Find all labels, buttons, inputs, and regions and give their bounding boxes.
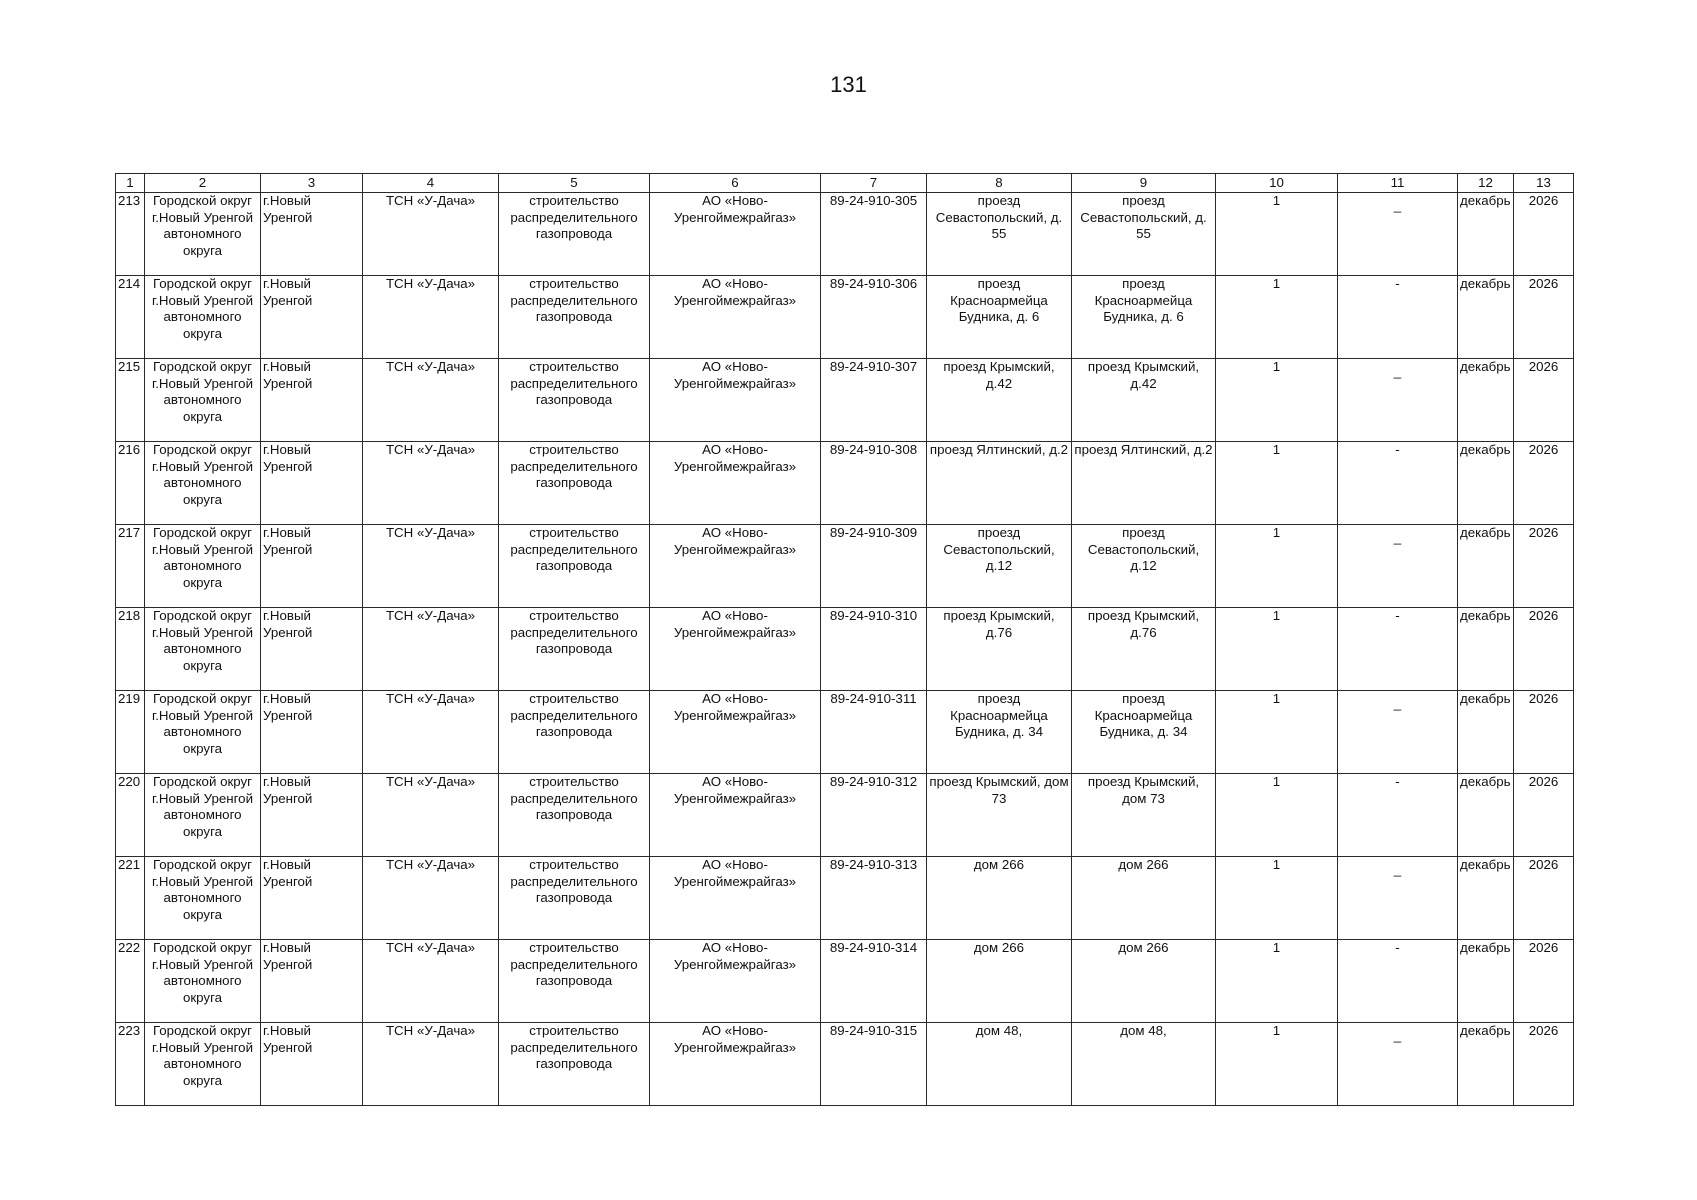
quantity-cell: 1: [1216, 193, 1338, 276]
month-cell: декабрь: [1458, 774, 1514, 857]
locality-cell: г.Новый Уренгой: [261, 525, 363, 608]
column-header-5: 5: [499, 174, 650, 193]
year-cell: 2026: [1514, 608, 1574, 691]
dash-cell: [1338, 691, 1458, 774]
applicant-cell: ТСН «У-Дача»: [363, 359, 499, 442]
applicant-cell: ТСН «У-Дача»: [363, 774, 499, 857]
month-cell: декабрь: [1458, 1023, 1514, 1106]
dash-mark: _: [1393, 696, 1402, 711]
column-header-10: 10: [1216, 174, 1338, 193]
column-header-4: 4: [363, 174, 499, 193]
month-cell: декабрь: [1458, 691, 1514, 774]
district-cell: Городской округ г.Новый Уренгой автономного округа: [145, 359, 261, 442]
locality-cell: г.Новый Уренгой: [261, 691, 363, 774]
table-row: [116, 442, 1574, 525]
organization-cell: АО «Ново-Уренгоймежрайгаз»: [650, 276, 821, 359]
applicant-cell: ТСН «У-Дача»: [363, 525, 499, 608]
organization-cell: АО «Ново-Уренгоймежрайгаз»: [650, 691, 821, 774]
address-cell: проезд Красноармейца Будника, д. 34: [927, 691, 1072, 774]
quantity-cell: 1: [1216, 276, 1338, 359]
dash-mark: _: [1393, 198, 1402, 213]
address-cell: проезд Крымский, дом 73: [927, 774, 1072, 857]
organization-cell: АО «Ново-Уренгоймежрайгаз»: [650, 608, 821, 691]
table-body: [116, 193, 1574, 1106]
address-duplicate-cell: проезд Севастопольский, д. 55: [1072, 193, 1216, 276]
code-cell: 89-24-910-310: [821, 608, 927, 691]
address-cell: дом 266: [927, 857, 1072, 940]
address-duplicate-cell: дом 48,: [1072, 1023, 1216, 1106]
district-cell: Городской округ г.Новый Уренгой автономного округа: [145, 940, 261, 1023]
work-type-cell: строительство распределительного газопровода: [499, 193, 650, 276]
column-header-3: 3: [261, 174, 363, 193]
district-cell: Городской округ г.Новый Уренгой автономного округа: [145, 691, 261, 774]
row-number: 220: [116, 774, 145, 857]
dash-cell: [1338, 276, 1458, 359]
column-header-6: 6: [650, 174, 821, 193]
address-duplicate-cell: дом 266: [1072, 940, 1216, 1023]
quantity-cell: 1: [1216, 774, 1338, 857]
column-number-row: [116, 174, 1574, 193]
register-table: [115, 173, 1574, 1106]
quantity-cell: 1: [1216, 1023, 1338, 1106]
work-type-cell: строительство распределительного газопровода: [499, 774, 650, 857]
year-cell: 2026: [1514, 442, 1574, 525]
table-row: [116, 193, 1574, 276]
work-type-cell: строительство распределительного газопровода: [499, 608, 650, 691]
district-cell: Городской округ г.Новый Уренгой автономного округа: [145, 1023, 261, 1106]
address-cell: дом 266: [927, 940, 1072, 1023]
district-cell: Городской округ г.Новый Уренгой автономного округа: [145, 525, 261, 608]
dash-cell: [1338, 193, 1458, 276]
table-row: [116, 525, 1574, 608]
organization-cell: АО «Ново-Уренгоймежрайгаз»: [650, 442, 821, 525]
year-cell: 2026: [1514, 193, 1574, 276]
code-cell: 89-24-910-306: [821, 276, 927, 359]
work-type-cell: строительство распределительного газопровода: [499, 442, 650, 525]
district-cell: Городской округ г.Новый Уренгой автономного округа: [145, 193, 261, 276]
year-cell: 2026: [1514, 525, 1574, 608]
address-duplicate-cell: проезд Крымский, д.42: [1072, 359, 1216, 442]
column-header-2: 2: [145, 174, 261, 193]
dash-cell: [1338, 525, 1458, 608]
address-duplicate-cell: проезд Красноармейца Будника, д. 34: [1072, 691, 1216, 774]
district-cell: Городской округ г.Новый Уренгой автономного округа: [145, 774, 261, 857]
quantity-cell: 1: [1216, 857, 1338, 940]
row-number: 218: [116, 608, 145, 691]
month-cell: декабрь: [1458, 359, 1514, 442]
month-cell: декабрь: [1458, 940, 1514, 1023]
work-type-cell: строительство распределительного газопровода: [499, 359, 650, 442]
year-cell: 2026: [1514, 940, 1574, 1023]
page-number: 131: [830, 72, 867, 97]
district-cell: Городской округ г.Новый Уренгой автономного округа: [145, 442, 261, 525]
applicant-cell: ТСН «У-Дача»: [363, 1023, 499, 1106]
year-cell: 2026: [1514, 774, 1574, 857]
table-row: [116, 276, 1574, 359]
applicant-cell: ТСН «У-Дача»: [363, 857, 499, 940]
dash-mark: -: [1395, 608, 1400, 623]
code-cell: 89-24-910-311: [821, 691, 927, 774]
quantity-cell: 1: [1216, 940, 1338, 1023]
table-row: [116, 608, 1574, 691]
address-duplicate-cell: проезд Севастопольский, д.12: [1072, 525, 1216, 608]
applicant-cell: ТСН «У-Дача»: [363, 276, 499, 359]
code-cell: 89-24-910-308: [821, 442, 927, 525]
code-cell: 89-24-910-305: [821, 193, 927, 276]
applicant-cell: ТСН «У-Дача»: [363, 691, 499, 774]
dash-cell: [1338, 442, 1458, 525]
table-row: [116, 857, 1574, 940]
address-duplicate-cell: проезд Крымский, д.76: [1072, 608, 1216, 691]
row-number: 214: [116, 276, 145, 359]
column-header-13: 13: [1514, 174, 1574, 193]
code-cell: 89-24-910-309: [821, 525, 927, 608]
district-cell: Городской округ г.Новый Уренгой автономного округа: [145, 608, 261, 691]
locality-cell: г.Новый Уренгой: [261, 608, 363, 691]
district-cell: Городской округ г.Новый Уренгой автономного округа: [145, 276, 261, 359]
quantity-cell: 1: [1216, 608, 1338, 691]
applicant-cell: ТСН «У-Дача»: [363, 193, 499, 276]
dash-cell: [1338, 359, 1458, 442]
column-header-1: 1: [116, 174, 145, 193]
work-type-cell: строительство распределительного газопровода: [499, 857, 650, 940]
organization-cell: АО «Ново-Уренгоймежрайгаз»: [650, 193, 821, 276]
code-cell: 89-24-910-307: [821, 359, 927, 442]
year-cell: 2026: [1514, 691, 1574, 774]
work-type-cell: строительство распределительного газопровода: [499, 276, 650, 359]
row-number: 215: [116, 359, 145, 442]
month-cell: декабрь: [1458, 442, 1514, 525]
column-header-11: 11: [1338, 174, 1458, 193]
dash-cell: [1338, 1023, 1458, 1106]
row-number: 213: [116, 193, 145, 276]
dash-mark: _: [1393, 364, 1402, 379]
table-row: [116, 359, 1574, 442]
quantity-cell: 1: [1216, 525, 1338, 608]
code-cell: 89-24-910-315: [821, 1023, 927, 1106]
column-header-7: 7: [821, 174, 927, 193]
locality-cell: г.Новый Уренгой: [261, 193, 363, 276]
row-number: 217: [116, 525, 145, 608]
address-duplicate-cell: дом 266: [1072, 857, 1216, 940]
table-row: [116, 1023, 1574, 1106]
organization-cell: АО «Ново-Уренгоймежрайгаз»: [650, 774, 821, 857]
applicant-cell: ТСН «У-Дача»: [363, 442, 499, 525]
applicant-cell: ТСН «У-Дача»: [363, 940, 499, 1023]
column-header-9: 9: [1072, 174, 1216, 193]
organization-cell: АО «Ново-Уренгоймежрайгаз»: [650, 1023, 821, 1106]
address-cell: проезд Севастопольский, д. 55: [927, 193, 1072, 276]
address-cell: дом 48,: [927, 1023, 1072, 1106]
code-cell: 89-24-910-313: [821, 857, 927, 940]
row-number: 223: [116, 1023, 145, 1106]
row-number: 221: [116, 857, 145, 940]
dash-mark: -: [1395, 442, 1400, 457]
address-cell: проезд Красноармейца Будника, д. 6: [927, 276, 1072, 359]
dash-cell: [1338, 774, 1458, 857]
locality-cell: г.Новый Уренгой: [261, 774, 363, 857]
month-cell: декабрь: [1458, 276, 1514, 359]
district-cell: Городской округ г.Новый Уренгой автономного округа: [145, 857, 261, 940]
quantity-cell: 1: [1216, 359, 1338, 442]
column-header-12: 12: [1458, 174, 1514, 193]
locality-cell: г.Новый Уренгой: [261, 442, 363, 525]
address-duplicate-cell: проезд Ялтинский, д.2: [1072, 442, 1216, 525]
applicant-cell: ТСН «У-Дача»: [363, 608, 499, 691]
year-cell: 2026: [1514, 359, 1574, 442]
table-row: [116, 940, 1574, 1023]
organization-cell: АО «Ново-Уренгоймежрайгаз»: [650, 857, 821, 940]
column-header-8: 8: [927, 174, 1072, 193]
month-cell: декабрь: [1458, 193, 1514, 276]
quantity-cell: 1: [1216, 691, 1338, 774]
dash-mark: _: [1393, 530, 1402, 545]
dash-mark: _: [1393, 1028, 1402, 1043]
month-cell: декабрь: [1458, 857, 1514, 940]
year-cell: 2026: [1514, 1023, 1574, 1106]
address-cell: проезд Севастопольский, д.12: [927, 525, 1072, 608]
work-type-cell: строительство распределительного газопровода: [499, 525, 650, 608]
row-number: 216: [116, 442, 145, 525]
year-cell: 2026: [1514, 857, 1574, 940]
row-number: 219: [116, 691, 145, 774]
quantity-cell: 1: [1216, 442, 1338, 525]
table-row: [116, 691, 1574, 774]
dash-mark: -: [1395, 940, 1400, 955]
dash-cell: [1338, 608, 1458, 691]
code-cell: 89-24-910-312: [821, 774, 927, 857]
address-cell: проезд Крымский, д.42: [927, 359, 1072, 442]
address-cell: проезд Крымский, д.76: [927, 608, 1072, 691]
locality-cell: г.Новый Уренгой: [261, 359, 363, 442]
dash-cell: [1338, 857, 1458, 940]
organization-cell: АО «Ново-Уренгоймежрайгаз»: [650, 359, 821, 442]
dash-mark: _: [1393, 862, 1402, 877]
locality-cell: г.Новый Уренгой: [261, 940, 363, 1023]
month-cell: декабрь: [1458, 608, 1514, 691]
row-number: 222: [116, 940, 145, 1023]
organization-cell: АО «Ново-Уренгоймежрайгаз»: [650, 525, 821, 608]
table-row: [116, 774, 1574, 857]
year-cell: 2026: [1514, 276, 1574, 359]
dash-cell: [1338, 940, 1458, 1023]
address-duplicate-cell: проезд Красноармейца Будника, д. 6: [1072, 276, 1216, 359]
organization-cell: АО «Ново-Уренгоймежрайгаз»: [650, 940, 821, 1023]
locality-cell: г.Новый Уренгой: [261, 1023, 363, 1106]
address-duplicate-cell: проезд Крымский, дом 73: [1072, 774, 1216, 857]
work-type-cell: строительство распределительного газопровода: [499, 940, 650, 1023]
work-type-cell: строительство распределительного газопровода: [499, 691, 650, 774]
dash-mark: -: [1395, 276, 1400, 291]
address-cell: проезд Ялтинский, д.2: [927, 442, 1072, 525]
work-type-cell: строительство распределительного газопровода: [499, 1023, 650, 1106]
locality-cell: г.Новый Уренгой: [261, 857, 363, 940]
month-cell: декабрь: [1458, 525, 1514, 608]
code-cell: 89-24-910-314: [821, 940, 927, 1023]
dash-mark: -: [1395, 774, 1400, 789]
locality-cell: г.Новый Уренгой: [261, 276, 363, 359]
